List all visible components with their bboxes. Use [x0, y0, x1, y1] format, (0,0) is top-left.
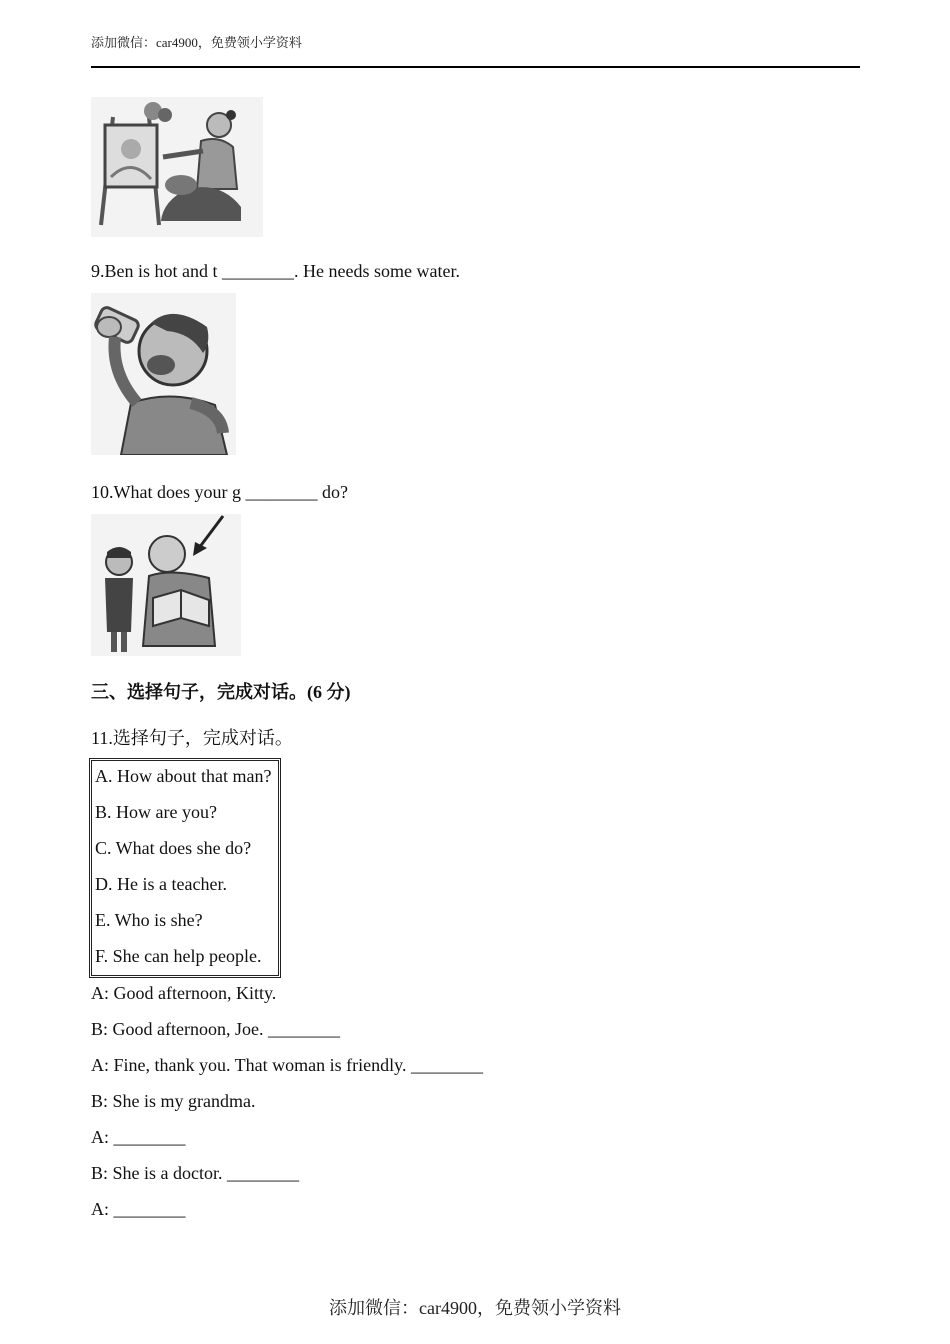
option-f: F. She can help people.	[95, 946, 262, 966]
header-watermark: 添加微信：car4900，免费领小学资料	[91, 35, 302, 50]
options-box	[89, 758, 281, 978]
option-b: B. How are you?	[95, 802, 217, 822]
question-10: 10.What does your g ________ do?	[91, 482, 348, 502]
section-3-title: 三、选择句子，完成对话。(6 分)	[91, 682, 351, 702]
painter-illustration	[91, 97, 263, 237]
dialogue-line: B: Good afternoon, Joe. ________	[91, 1019, 340, 1039]
header-divider	[91, 66, 860, 68]
dialogue-line: B: She is a doctor. ________	[91, 1163, 299, 1183]
option-a: A. How about that man?	[95, 766, 272, 786]
dialogue-line: A: ________	[91, 1127, 186, 1147]
dialogue-line: A: Good afternoon, Kitty.	[91, 983, 277, 1003]
option-e: E. Who is she?	[95, 910, 203, 930]
option-d: D. He is a teacher.	[95, 874, 227, 894]
grandpa-reading-illustration	[91, 514, 241, 656]
question-9: 9.Ben is hot and t ________. He needs some water.	[91, 261, 460, 281]
dialogue-line: B: She is my grandma.	[91, 1091, 256, 1111]
drinking-boy-illustration	[91, 293, 236, 455]
question-11: 11.选择句子，完成对话。	[91, 728, 293, 748]
option-c: C. What does she do?	[95, 838, 252, 858]
dialogue-line: A: ________	[91, 1199, 186, 1219]
dialogue-line: A: Fine, thank you. That woman is friendly. ________	[91, 1055, 483, 1075]
footer-watermark: 添加微信：car4900，免费领小学资料	[329, 1298, 621, 1318]
